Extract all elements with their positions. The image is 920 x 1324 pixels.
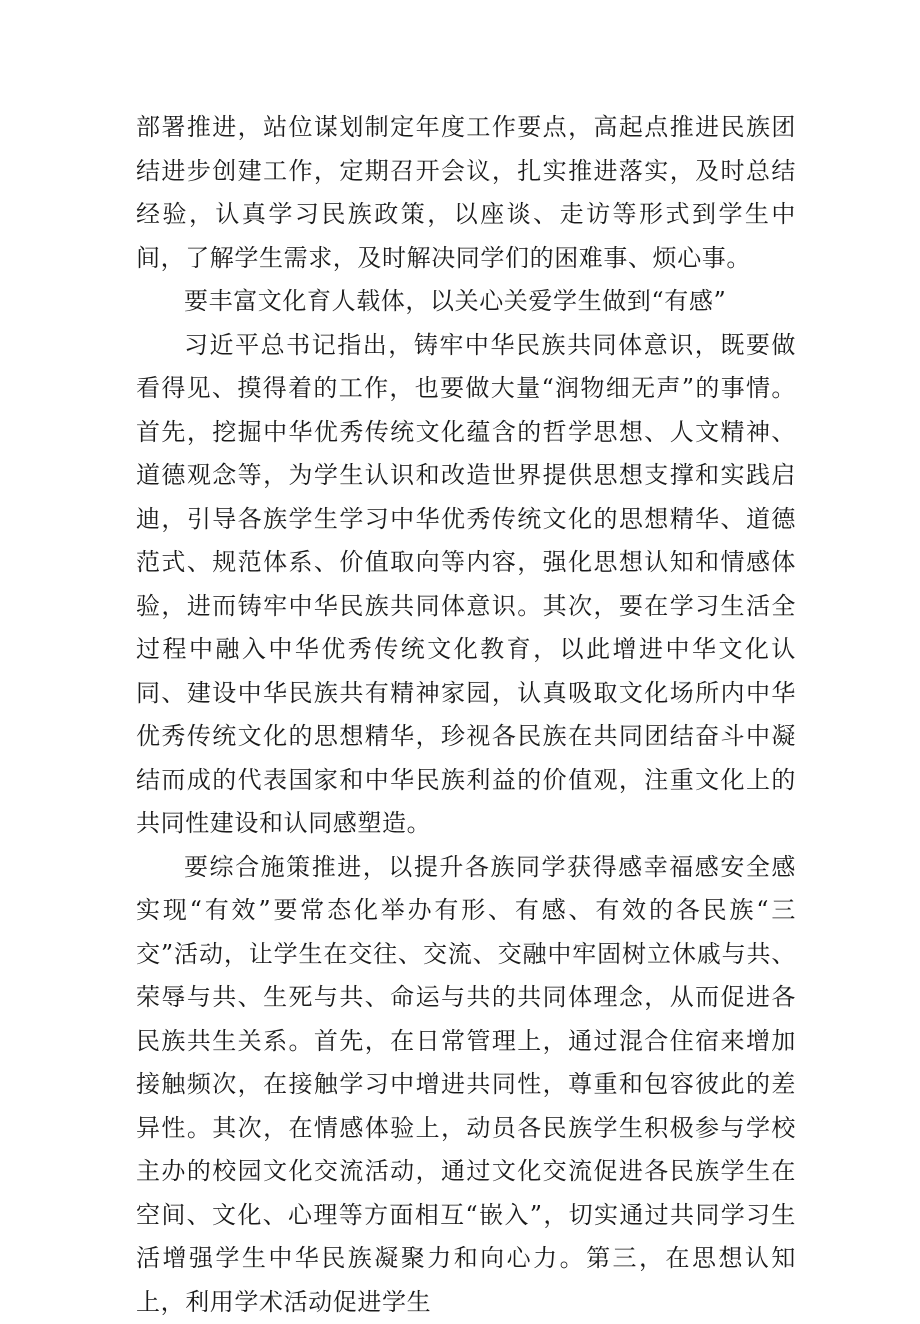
paragraph-culture: 习近平总书记指出，铸牢中华民族共同体意识，既要做看得见、摸得着的工作，也要做大量“润物细无声”的事情。首先，挖掘中华优秀传统文化蕴含的哲学思想、人文精神、道德观念等，为学生认识和改造世界提供思想支撑和实践启迪，引导各族学生学习中华优秀传统文化的思想精华、道德范式、规范体系、价值取向等内容，强化思想认知和情感体验，进而铸牢中华民族共同体意识。其次，要在学习生活全过程中融入中华优秀传统文化教育，以此增进中华文化认同、建设中华民族共有精神家园，认真吸取文化场所内中华优秀传统文化的思想精华，珍视各民族在共同团结奋斗中凝结而成的代表国家和中华民族利益的价值观，注重文化上的共同性建设和认同感塑造。 xyxy=(136,324,796,846)
paragraph-comprehensive-measures: 要综合施策推进，以提升各族同学获得感幸福感安全感实现“有效”要常态化举办有形、有感、有效的各民族“三交”活动，让学生在交往、交流、交融中牢固树立休戚与共、荣辱与共、生死与共、命运与共的共同体理念，从而促进各民族共生关系。首先，在日常管理上，通过混合住宿来增加接触频次，在接触学习中增进共同性，尊重和包容彼此的差异性。其次，在情感体验上，动员各民族学生积极参与学校主办的校园文化交流活动，通过文化交流促进各民族学生在空间、文化、心理等方面相互“嵌入”，切实通过共同学习生活增强学生中华民族凝聚力和向心力。第三，在思想认知上，利用学术活动促进学生 xyxy=(136,846,796,1324)
section-heading-culture: 要丰富文化育人载体，以关心关爱学生做到“有感” xyxy=(136,280,796,324)
document-body xyxy=(136,106,796,1324)
paragraph-continuation: 部署推进，站位谋划制定年度工作要点，高起点推进民族团结进步创建工作，定期召开会议，扎实推进落实，及时总结经验，认真学习民族政策，以座谈、走访等形式到学生中间，了解学生需求，及时解决同学们的困难事、烦心事。 xyxy=(136,106,796,280)
